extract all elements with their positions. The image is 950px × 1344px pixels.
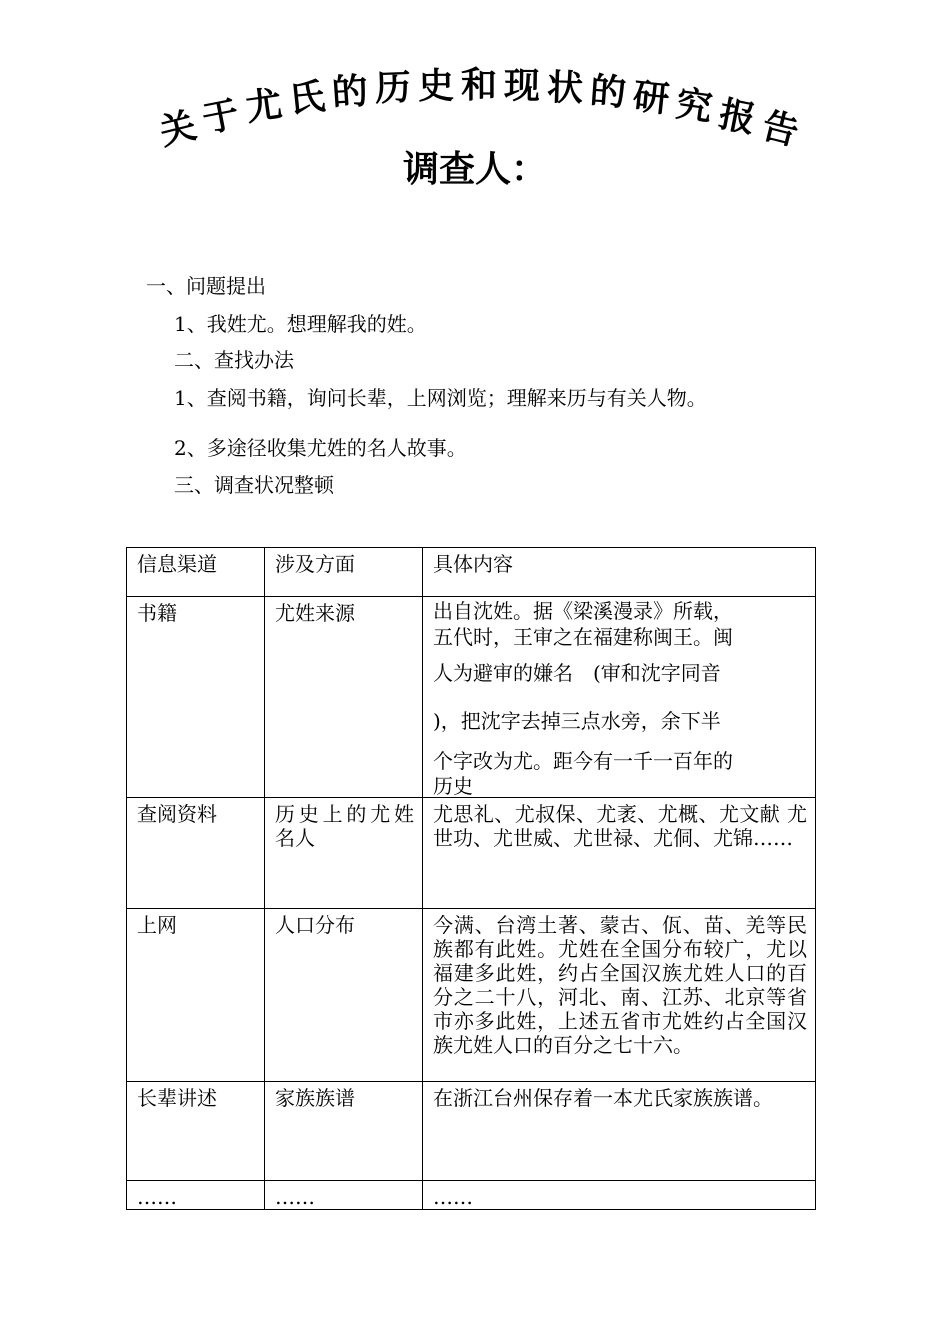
cell-channel: 书籍 bbox=[127, 597, 265, 798]
cell-content: …… bbox=[423, 1181, 816, 1210]
cell-content: 今满、台湾土著、蒙古、佤、苗、羌等民族都有此姓。尤姓在全国分布较广，尤以福建多此姓，约占全国汉族尤姓人口的百分之二十八，河北、南、江苏、北京等省市亦多此姓，上述五省市尤姓约占全国汉族尤姓人口的百分之七十六。 bbox=[423, 909, 816, 1082]
title-char: 现 bbox=[503, 65, 541, 108]
title-char: 究 bbox=[673, 83, 715, 130]
cell-channel: 长辈讲述 bbox=[127, 1082, 265, 1181]
content-line: 五代时，王审之在福建称闽王。闽 bbox=[433, 625, 733, 649]
survey-table bbox=[126, 547, 816, 1210]
title-char: 史 bbox=[417, 65, 455, 108]
table-row bbox=[127, 597, 816, 798]
table-row bbox=[127, 1082, 816, 1181]
title-char: 的 bbox=[330, 70, 370, 115]
investigator-label: 调查人： bbox=[402, 149, 547, 190]
title-char: 关 bbox=[155, 105, 201, 154]
title-char: 和 bbox=[461, 65, 498, 106]
title-char: 研 bbox=[631, 76, 672, 121]
cell-content: 尤思礼、尤叔保、尤袤、尤概、尤文献 尤世功、尤世威、尤世禄、尤侗、尤锦…… bbox=[423, 798, 816, 909]
cell-aspect: …… bbox=[265, 1181, 423, 1210]
content-line: )，把沈字去掉三点水旁，余下半 bbox=[433, 709, 721, 733]
table-header-row bbox=[127, 548, 816, 597]
title-char: 氏 bbox=[286, 76, 328, 121]
cell-aspect: 尤姓来源 bbox=[265, 597, 423, 798]
cell-aspect: 人口分布 bbox=[265, 909, 423, 1082]
section3-heading: 三、调查状况整顿 bbox=[174, 473, 334, 497]
header-channel: 信息渠道 bbox=[127, 548, 265, 597]
table-row bbox=[127, 1181, 816, 1210]
section1-item1: 1、我姓尤。想理解我的姓。 bbox=[174, 312, 427, 336]
cell-channel: …… bbox=[127, 1181, 265, 1210]
section1-heading: 一、问题提出 bbox=[146, 274, 266, 298]
title-char: 历 bbox=[374, 67, 412, 110]
cell-channel: 上网 bbox=[127, 909, 265, 1082]
section2-heading: 二、查找办法 bbox=[174, 348, 294, 372]
title-char: 报 bbox=[715, 93, 759, 142]
section2-item1: 1、查阅书籍，询问长辈，上网浏览；理解来历与有关人物。 bbox=[174, 386, 707, 410]
title-char: 尤 bbox=[243, 83, 285, 130]
title-char: 告 bbox=[757, 105, 803, 154]
content-line: 出自沈姓。据《梁溪漫录》所载， bbox=[433, 599, 733, 623]
section2-item2: 2、多途径收集尤姓的名人故事。 bbox=[174, 436, 467, 460]
cell-content: 在浙江台州保存着一本尤氏家族族谱。 bbox=[423, 1082, 816, 1181]
table-row bbox=[127, 909, 816, 1082]
cell-channel: 查阅资料 bbox=[127, 798, 265, 909]
cell-content bbox=[423, 597, 816, 798]
cell-aspect: 历史上的尤姓名人 bbox=[265, 798, 423, 909]
table-row bbox=[127, 798, 816, 909]
header-content: 具体内容 bbox=[423, 548, 816, 597]
title-char: 于 bbox=[199, 93, 243, 142]
title-char: 状 bbox=[546, 67, 584, 110]
content-line: 人为避审的嫌名 (审和沈字同音 bbox=[433, 661, 721, 685]
content-line: 历史 bbox=[433, 774, 473, 798]
header-aspect: 涉及方面 bbox=[265, 548, 423, 597]
title-char: 的 bbox=[588, 70, 628, 115]
cell-aspect: 家族族谱 bbox=[265, 1082, 423, 1181]
content-line: 个字改为尤。距今有一千一百年的 bbox=[433, 749, 733, 773]
